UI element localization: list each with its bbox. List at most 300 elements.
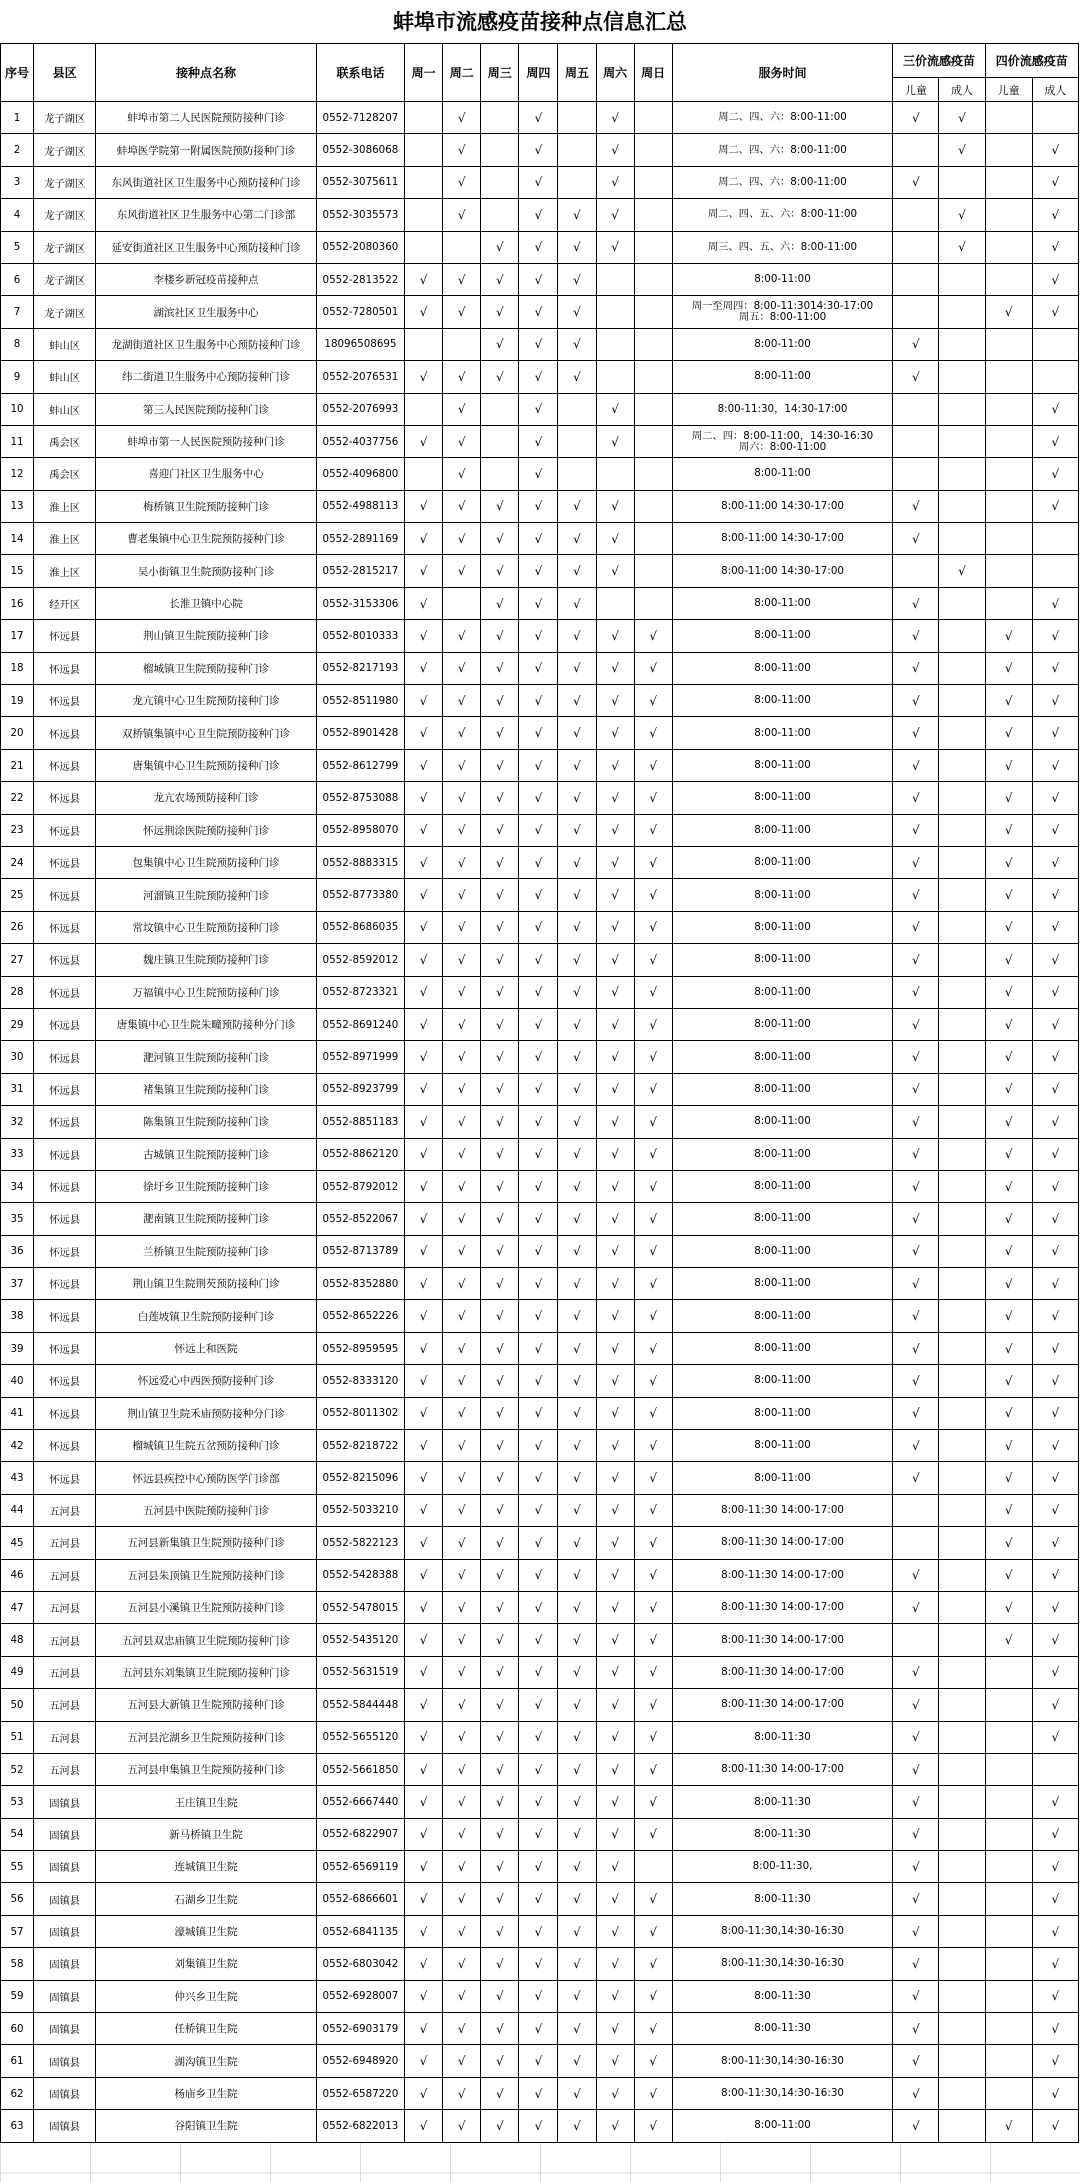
table-row [1, 1753, 1079, 1785]
cell-site-name: 蚌埠市第一人民医院预防接种门诊 [96, 425, 317, 457]
cell-tri-adult [939, 976, 985, 1008]
cell-day-3: √ [481, 620, 519, 652]
cell-day-6: √ [596, 976, 634, 1008]
table-row [1, 782, 1079, 814]
cell-day-5: √ [558, 1689, 596, 1721]
cell-service-time: 8:00-11:00 [672, 1106, 893, 1138]
cell-quad-child [985, 1721, 1032, 1753]
cell-site-name: 唐集镇中心卫生院预防接种门诊 [96, 749, 317, 781]
cell-no: 37 [1, 1268, 34, 1300]
cell-day-7: √ [634, 1883, 672, 1915]
cell-tri-child: √ [893, 1138, 939, 1170]
cell-quad-child: √ [985, 1268, 1032, 1300]
cell-phone: 0552-2815217 [316, 555, 404, 587]
table-row [1, 1624, 1079, 1656]
cell-day-7: √ [634, 1753, 672, 1785]
cell-tri-child [893, 555, 939, 587]
cell-no: 42 [1, 1430, 34, 1462]
cell-day-2: √ [443, 1915, 481, 1947]
cell-day-2: √ [443, 1268, 481, 1300]
cell-day-6: √ [596, 1851, 634, 1883]
cell-site-name: 五河县大新镇卫生院预防接种门诊 [96, 1689, 317, 1721]
cell-day-3: √ [481, 2013, 519, 2045]
table-row [1, 102, 1079, 134]
cell-service-time: 8:00-11:00 [672, 458, 893, 490]
cell-phone: 0552-2076531 [316, 361, 404, 393]
cell-no: 13 [1, 490, 34, 522]
cell-service-time: 8:00-11:00 [672, 717, 893, 749]
cell-tri-adult [939, 1948, 985, 1980]
cell-phone: 0552-8958070 [316, 814, 404, 846]
cell-service-time: 8:00-11:00 [672, 620, 893, 652]
cell-day-7: √ [634, 1624, 672, 1656]
table-row [1, 555, 1079, 587]
cell-phone: 0552-8959595 [316, 1332, 404, 1364]
cell-day-4: √ [519, 1494, 558, 1526]
cell-site-name: 刘集镇卫生院 [96, 1948, 317, 1980]
cell-quad-child [985, 458, 1032, 490]
cell-tri-child: √ [893, 1397, 939, 1429]
cell-quad-adult: √ [1032, 425, 1078, 457]
table-row [1, 685, 1079, 717]
header-no: 序号 [1, 44, 34, 102]
cell-quad-adult: √ [1032, 1915, 1078, 1947]
cell-day-2: √ [443, 1106, 481, 1138]
cell-day-7: √ [634, 1073, 672, 1105]
cell-service-time: 8:00-11:00 [672, 1170, 893, 1202]
cell-day-5: √ [558, 1591, 596, 1623]
cell-tri-child: √ [893, 1073, 939, 1105]
cell-tri-adult [939, 1138, 985, 1170]
cell-no: 12 [1, 458, 34, 490]
table-row [1, 1591, 1079, 1623]
cell-quad-adult: √ [1032, 1430, 1078, 1462]
cell-day-7: √ [634, 782, 672, 814]
cell-no: 39 [1, 1332, 34, 1364]
cell-quad-adult: √ [1032, 1138, 1078, 1170]
cell-day-6: √ [596, 685, 634, 717]
cell-quad-adult: √ [1032, 1300, 1078, 1332]
cell-day-6: √ [596, 1235, 634, 1267]
cell-day-4: √ [519, 685, 558, 717]
table-row [1, 425, 1079, 457]
cell-site-name: 怀远县疾控中心预防医学门诊部 [96, 1462, 317, 1494]
table-row [1, 1494, 1079, 1526]
cell-quad-child: √ [985, 1624, 1032, 1656]
table-row [1, 1786, 1079, 1818]
cell-site-name: 李楼乡新冠疫苗接种点 [96, 263, 317, 295]
cell-quad-child [985, 2077, 1032, 2109]
cell-tri-adult [939, 1721, 985, 1753]
cell-day-6: √ [596, 1721, 634, 1753]
cell-day-3: √ [481, 296, 519, 328]
cell-quad-adult [1032, 328, 1078, 360]
cell-quad-adult [1032, 102, 1078, 134]
cell-day-6 [596, 361, 634, 393]
cell-tri-child [893, 1624, 939, 1656]
cell-day-5: √ [558, 1365, 596, 1397]
cell-day-6: √ [596, 166, 634, 198]
cell-tri-adult [939, 166, 985, 198]
cell-day-2: √ [443, 2077, 481, 2109]
cell-no: 32 [1, 1106, 34, 1138]
table-row [1, 490, 1079, 522]
cell-day-5: √ [558, 1332, 596, 1364]
cell-no: 33 [1, 1138, 34, 1170]
cell-day-6: √ [596, 1397, 634, 1429]
table-row [1, 911, 1079, 943]
cell-day-4: √ [519, 231, 558, 263]
cell-day-7: √ [634, 944, 672, 976]
cell-quad-adult: √ [1032, 1851, 1078, 1883]
cell-day-4: √ [519, 1073, 558, 1105]
cell-tri-adult [939, 1883, 985, 1915]
cell-phone: 0552-6667440 [316, 1786, 404, 1818]
cell-service-time: 8:00-11:30 [672, 1883, 893, 1915]
cell-site-name: 五河县双忠庙镇卫生院预防接种门诊 [96, 1624, 317, 1656]
cell-county: 怀远县 [34, 717, 96, 749]
cell-day-2: √ [443, 911, 481, 943]
cell-day-3: √ [481, 555, 519, 587]
cell-tri-child [893, 231, 939, 263]
cell-day-4: √ [519, 1235, 558, 1267]
cell-tri-child: √ [893, 102, 939, 134]
cell-day-1: √ [405, 814, 443, 846]
cell-quad-adult: √ [1032, 1656, 1078, 1688]
cell-quad-child: √ [985, 879, 1032, 911]
cell-quad-child [985, 1818, 1032, 1850]
cell-day-4: √ [519, 749, 558, 781]
cell-service-time: 8:00-11:30 [672, 1721, 893, 1753]
cell-county: 怀远县 [34, 749, 96, 781]
cell-day-3: √ [481, 1980, 519, 2012]
table-row [1, 2110, 1079, 2142]
cell-day-4: √ [519, 1300, 558, 1332]
cell-day-1 [405, 393, 443, 425]
cell-tri-child: √ [893, 1915, 939, 1947]
cell-no: 43 [1, 1462, 34, 1494]
cell-day-6: √ [596, 1689, 634, 1721]
cell-day-1: √ [405, 620, 443, 652]
cell-day-4: √ [519, 1980, 558, 2012]
cell-day-1: √ [405, 1786, 443, 1818]
cell-day-4: √ [519, 1332, 558, 1364]
cell-no: 16 [1, 587, 34, 619]
cell-day-7: √ [634, 911, 672, 943]
cell-day-7: √ [634, 2045, 672, 2077]
cell-day-5: √ [558, 782, 596, 814]
cell-tri-adult [939, 1527, 985, 1559]
cell-tri-child: √ [893, 1430, 939, 1462]
cell-day-7 [634, 166, 672, 198]
cell-tri-adult [939, 846, 985, 878]
cell-day-7: √ [634, 1656, 672, 1688]
header-phone: 联系电话 [316, 44, 404, 102]
cell-tri-adult [939, 1332, 985, 1364]
cell-service-time: 8:00-11:00 [672, 1300, 893, 1332]
cell-day-1: √ [405, 652, 443, 684]
cell-day-5: √ [558, 1203, 596, 1235]
cell-day-3: √ [481, 1948, 519, 1980]
cell-quad-child: √ [985, 717, 1032, 749]
cell-day-1: √ [405, 1948, 443, 1980]
cell-site-name: 古城镇卫生院预防接种门诊 [96, 1138, 317, 1170]
cell-county: 怀远县 [34, 1268, 96, 1300]
cell-day-1: √ [405, 587, 443, 619]
cell-phone: 0552-5822123 [316, 1527, 404, 1559]
cell-day-2: √ [443, 1041, 481, 1073]
cell-day-4: √ [519, 1170, 558, 1202]
cell-no: 40 [1, 1365, 34, 1397]
cell-county: 固镇县 [34, 1948, 96, 1980]
cell-day-7: √ [634, 1300, 672, 1332]
cell-day-4: √ [519, 1203, 558, 1235]
cell-no: 48 [1, 1624, 34, 1656]
cell-day-4: √ [519, 1753, 558, 1785]
header-sat: 周六 [596, 44, 634, 102]
cell-day-6: √ [596, 555, 634, 587]
cell-day-1: √ [405, 717, 443, 749]
cell-tri-child: √ [893, 1332, 939, 1364]
cell-quad-adult: √ [1032, 166, 1078, 198]
cell-day-6: √ [596, 231, 634, 263]
cell-tri-adult [939, 2045, 985, 2077]
cell-quad-child: √ [985, 944, 1032, 976]
page-title: 蚌埠市流感疫苗接种点信息汇总 [0, 0, 1080, 44]
cell-tri-child: √ [893, 944, 939, 976]
cell-tri-child: √ [893, 523, 939, 555]
cell-day-6: √ [596, 1332, 634, 1364]
cell-site-name: 第三人民医院预防接种门诊 [96, 393, 317, 425]
cell-no: 5 [1, 231, 34, 263]
header-mon: 周一 [405, 44, 443, 102]
cell-no: 57 [1, 1915, 34, 1947]
cell-day-4: √ [519, 1008, 558, 1040]
header-trivalent: 三价流感疫苗 [893, 44, 985, 78]
cell-quad-adult [1032, 361, 1078, 393]
cell-county: 五河县 [34, 1656, 96, 1688]
cell-site-name: 曹老集镇中心卫生院预防接种门诊 [96, 523, 317, 555]
cell-day-1: √ [405, 555, 443, 587]
cell-day-2: √ [443, 1980, 481, 2012]
cell-day-1: √ [405, 1365, 443, 1397]
cell-tri-child: √ [893, 1268, 939, 1300]
cell-quad-child [985, 587, 1032, 619]
cell-tri-adult [939, 1170, 985, 1202]
cell-site-name: 徐圩乡卫生院预防接种门诊 [96, 1170, 317, 1202]
cell-tri-child: √ [893, 1559, 939, 1591]
cell-tri-adult [939, 1397, 985, 1429]
cell-day-3: √ [481, 717, 519, 749]
table-row [1, 393, 1079, 425]
cell-tri-adult [939, 685, 985, 717]
cell-quad-child: √ [985, 1397, 1032, 1429]
cell-tri-child: √ [893, 652, 939, 684]
cell-tri-adult: √ [939, 102, 985, 134]
cell-day-2: √ [443, 1430, 481, 1462]
cell-day-7: √ [634, 1332, 672, 1364]
cell-service-time: 8:00-11:00 [672, 879, 893, 911]
cell-site-name: 仲兴乡卫生院 [96, 1980, 317, 2012]
cell-day-6: √ [596, 1203, 634, 1235]
cell-day-6: √ [596, 1656, 634, 1688]
cell-day-3 [481, 425, 519, 457]
cell-day-3: √ [481, 1786, 519, 1818]
cell-quad-child: √ [985, 1073, 1032, 1105]
table-row [1, 328, 1079, 360]
cell-day-5: √ [558, 1527, 596, 1559]
cell-quad-child: √ [985, 1527, 1032, 1559]
cell-day-7 [634, 1851, 672, 1883]
cell-tri-adult [939, 1300, 985, 1332]
cell-tri-adult [939, 749, 985, 781]
cell-tri-adult [939, 1915, 985, 1947]
cell-tri-child: √ [893, 1818, 939, 1850]
header-tri-adult: 成人 [939, 78, 985, 102]
cell-quad-adult: √ [1032, 1559, 1078, 1591]
cell-day-6: √ [596, 2077, 634, 2109]
cell-no: 52 [1, 1753, 34, 1785]
cell-day-2: √ [443, 652, 481, 684]
cell-day-5: √ [558, 1462, 596, 1494]
cell-day-5: √ [558, 1980, 596, 2012]
cell-county: 五河县 [34, 1591, 96, 1623]
cell-phone: 0552-5478015 [316, 1591, 404, 1623]
cell-tri-child: √ [893, 166, 939, 198]
cell-no: 27 [1, 944, 34, 976]
cell-quad-adult: √ [1032, 1365, 1078, 1397]
cell-day-4: √ [519, 2045, 558, 2077]
cell-quad-child: √ [985, 1008, 1032, 1040]
cell-no: 38 [1, 1300, 34, 1332]
cell-tri-child: √ [893, 1883, 939, 1915]
cell-day-5: √ [558, 2013, 596, 2045]
cell-day-3: √ [481, 1300, 519, 1332]
cell-tri-child: √ [893, 587, 939, 619]
cell-day-7: √ [634, 879, 672, 911]
cell-quad-adult: √ [1032, 393, 1078, 425]
cell-phone: 0552-7128207 [316, 102, 404, 134]
cell-day-4: √ [519, 1397, 558, 1429]
cell-day-5: √ [558, 1073, 596, 1105]
cell-day-2: √ [443, 490, 481, 522]
cell-day-4: √ [519, 263, 558, 295]
cell-quad-child: √ [985, 1591, 1032, 1623]
cell-day-5: √ [558, 1948, 596, 1980]
cell-day-4: √ [519, 620, 558, 652]
cell-day-2: √ [443, 1689, 481, 1721]
cell-no: 6 [1, 263, 34, 295]
cell-day-4: √ [519, 1365, 558, 1397]
cell-phone: 0552-8691240 [316, 1008, 404, 1040]
cell-county: 怀远县 [34, 911, 96, 943]
cell-day-2: √ [443, 620, 481, 652]
table-row [1, 944, 1079, 976]
table-row [1, 2077, 1079, 2109]
cell-site-name: 五河县新集镇卫生院预防接种门诊 [96, 1527, 317, 1559]
cell-tri-child [893, 425, 939, 457]
cell-day-1 [405, 328, 443, 360]
cell-service-time: 8:00-11:00 14:30-17:00 [672, 523, 893, 555]
cell-day-2: √ [443, 393, 481, 425]
cell-day-3: √ [481, 1170, 519, 1202]
cell-quad-adult: √ [1032, 717, 1078, 749]
cell-day-4: √ [519, 1527, 558, 1559]
cell-day-2: √ [443, 1462, 481, 1494]
cell-service-time: 周二、四：8:00-11:00，14:30-16:30 周六：8:00-11:00 [672, 425, 893, 457]
table-row [1, 1073, 1079, 1105]
cell-site-name: 龙亢农场预防接种门诊 [96, 782, 317, 814]
cell-day-7: √ [634, 1138, 672, 1170]
cell-tri-adult [939, 458, 985, 490]
cell-day-2: √ [443, 1073, 481, 1105]
cell-quad-adult: √ [1032, 1235, 1078, 1267]
cell-day-5: √ [558, 685, 596, 717]
cell-day-3: √ [481, 1203, 519, 1235]
cell-phone: 0552-6822013 [316, 2110, 404, 2142]
cell-phone: 0552-8217193 [316, 652, 404, 684]
cell-quad-child [985, 1656, 1032, 1688]
cell-tri-adult [939, 1656, 985, 1688]
cell-day-5: √ [558, 814, 596, 846]
header-fri: 周五 [558, 44, 596, 102]
cell-county: 怀远县 [34, 1430, 96, 1462]
cell-day-4: √ [519, 1591, 558, 1623]
cell-no: 61 [1, 2045, 34, 2077]
cell-day-1: √ [405, 1851, 443, 1883]
cell-day-1: √ [405, 1073, 443, 1105]
cell-day-4: √ [519, 2013, 558, 2045]
cell-tri-adult: √ [939, 555, 985, 587]
cell-day-7: √ [634, 717, 672, 749]
cell-tri-adult [939, 2110, 985, 2142]
cell-phone: 0552-6903179 [316, 2013, 404, 2045]
cell-day-5: √ [558, 1300, 596, 1332]
cell-day-4: √ [519, 1138, 558, 1170]
cell-day-1: √ [405, 263, 443, 295]
cell-tri-adult [939, 296, 985, 328]
cell-day-4: √ [519, 102, 558, 134]
cell-day-5: √ [558, 555, 596, 587]
cell-tri-child: √ [893, 620, 939, 652]
cell-county: 经开区 [34, 587, 96, 619]
cell-quad-adult: √ [1032, 2013, 1078, 2045]
cell-tri-child: √ [893, 1786, 939, 1818]
cell-site-name: 蚌埠医学院第一附属医院预防接种门诊 [96, 134, 317, 166]
cell-tri-child: √ [893, 2013, 939, 2045]
cell-county: 怀远县 [34, 814, 96, 846]
cell-day-3 [481, 134, 519, 166]
cell-day-5: √ [558, 2110, 596, 2142]
cell-day-3: √ [481, 361, 519, 393]
cell-quad-adult: √ [1032, 134, 1078, 166]
cell-phone: 0552-6587220 [316, 2077, 404, 2109]
cell-quad-adult: √ [1032, 1818, 1078, 1850]
cell-day-6: √ [596, 1786, 634, 1818]
table-row [1, 1008, 1079, 1040]
cell-county: 怀远县 [34, 782, 96, 814]
cell-tri-child: √ [893, 911, 939, 943]
cell-day-4: √ [519, 587, 558, 619]
cell-quad-adult: √ [1032, 2110, 1078, 2142]
cell-site-name: 怀远荆涂医院预防接种门诊 [96, 814, 317, 846]
cell-quad-adult: √ [1032, 587, 1078, 619]
cell-day-2: √ [443, 1753, 481, 1785]
cell-day-7: √ [634, 1980, 672, 2012]
cell-day-2: √ [443, 2045, 481, 2077]
header-tue: 周二 [443, 44, 481, 102]
cell-tri-child: √ [893, 685, 939, 717]
